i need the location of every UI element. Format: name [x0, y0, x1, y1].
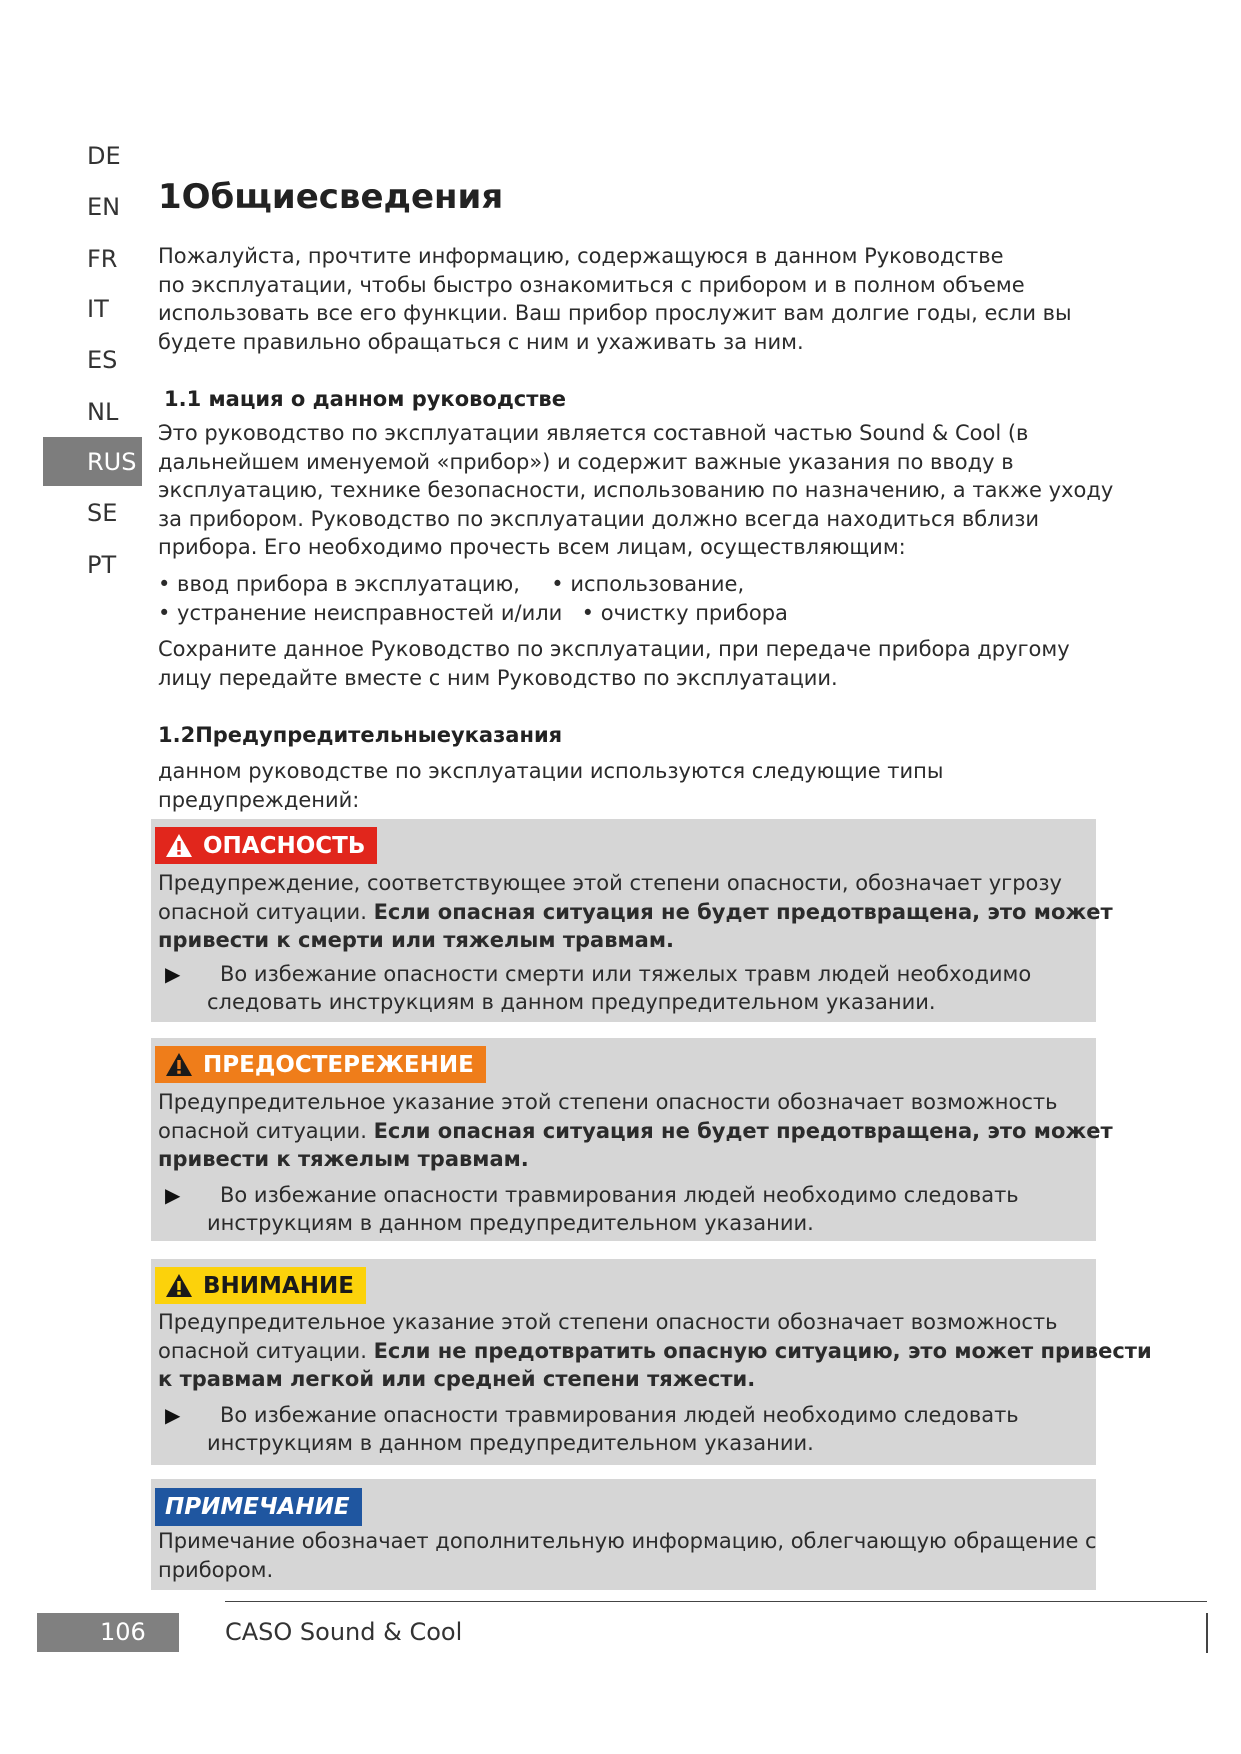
bullet-item: • устранение неисправностей и/или [158, 600, 563, 625]
warning-instruction [165, 1181, 1019, 1237]
paragraph-line: эксплуатацию, технике безопасности, использованию по назначению, а также уходу [158, 478, 1114, 503]
danger-box [151, 819, 1113, 1022]
warning-label-text: ПРЕДОСТЕРЕЖЕНИЕ [203, 1051, 474, 1078]
warning-triangle-icon [165, 833, 193, 858]
intro-line: по эксплуатации, чтобы быстро ознакомиться с прибором и в полном объеме [158, 272, 1025, 297]
section-1-1-heading: 1.1 мация о данном руководстве [164, 387, 566, 411]
caution-instruction [165, 1401, 1019, 1457]
box-line-bold: Если не предотвратить опасную ситуацию, это может привести [373, 1338, 1152, 1363]
play-arrow-icon: ▶ [165, 1403, 181, 1427]
bullet-item: • ввод прибора в эксплуатацию, [158, 572, 520, 596]
paragraph-line: лицу передайте вместе с ним Руководство по эксплуатации. [158, 665, 838, 690]
danger-label [155, 827, 377, 864]
language-nl[interactable]: NL [87, 398, 119, 426]
language-se[interactable]: SE [87, 499, 118, 527]
play-arrow-icon: ▶ [165, 962, 181, 986]
play-arrow-icon: ▶ [165, 1183, 181, 1207]
intro-paragraph [158, 242, 1072, 356]
caution-box [151, 1259, 1152, 1465]
instruction-line: инструкциям в данном предупредительном указании. [207, 1431, 814, 1455]
intro-line: использовать все его функции. Ваш прибор прослужит вам долгие годы, если вы [158, 301, 1072, 326]
bullet-item: • очистку прибора [581, 600, 788, 625]
box-line: прибором. [158, 1557, 274, 1582]
paragraph-line: за прибором. Руководство по эксплуатации должно всегда находиться вблизи [158, 506, 1040, 531]
box-line-bold: к травмам легкой или средней степени тяжести. [158, 1367, 756, 1392]
note-label [155, 1488, 362, 1526]
box-line: Предупредительное указание этой степени опасности обозначает возможность [158, 1310, 1058, 1334]
note-label-text: ПРИМЕЧАНИЕ [165, 1494, 350, 1520]
box-line: Примечание обозначает дополнительную информацию, облегчающую обращение с [158, 1529, 1097, 1553]
language-en[interactable]: EN [87, 193, 121, 221]
footer-divider [225, 1601, 1207, 1602]
warning-triangle-icon [165, 1273, 193, 1298]
section-1-1-paragraph [158, 419, 1113, 562]
danger-label-text: ОПАСНОСТЬ [203, 832, 366, 859]
box-line [158, 898, 1113, 927]
warning-text [158, 1088, 1113, 1174]
language-rus[interactable]: RUS [87, 448, 137, 476]
intro-line: Пожалуйста, прочтите информацию, содержащуюся в данном Руководстве [158, 244, 1004, 268]
bullet-row [158, 599, 788, 628]
bullet-row [158, 570, 788, 599]
bullet-list [158, 570, 788, 627]
warning-box [151, 1038, 1113, 1241]
paragraph-line: прибора. Его необходимо прочесть всем лицам, осуществляющим: [158, 535, 906, 560]
bullet-item: • использование, [551, 572, 745, 596]
box-line-bold: Если опасная ситуация не будет предотвращена, это может [373, 899, 1113, 924]
box-line-normal: опасной ситуации. [158, 1338, 374, 1363]
paragraph-line: данном руководстве по эксплуатации используются следующие типы [158, 759, 944, 783]
instruction-line: Во избежание опасности смерти или тяжелых травм людей необходимо [220, 962, 1032, 986]
note-box [151, 1479, 1096, 1590]
footer-product-name: CASO Sound & Cool [225, 1618, 463, 1646]
language-es[interactable]: ES [87, 346, 118, 374]
section-1-2-heading: 1.2Предупредительныеуказания [158, 723, 563, 747]
box-line: Предупредительное указание этой степени опасности обозначает возможность [158, 1090, 1058, 1114]
language-it[interactable]: IT [87, 295, 109, 323]
paragraph-line: дальнейшем именуемой «прибор») и содержит важные указания по вводу в [158, 449, 1014, 474]
caution-label-text: ВНИМАНИЕ [203, 1272, 354, 1299]
note-text [158, 1527, 1097, 1584]
intro-line: будете правильно обращаться с ним и ухаживать за ним. [158, 329, 804, 354]
page-number: 106 [100, 1618, 146, 1646]
box-line-bold: привести к смерти или тяжелым травмам. [158, 928, 674, 953]
box-line-normal: опасной ситуации. [158, 1118, 374, 1143]
instruction-line: Во избежание опасности травмирования людей необходимо следовать [220, 1403, 1019, 1427]
warning-label [155, 1046, 486, 1083]
instruction-line: следовать инструкциям в данном предупредительном указании. [207, 990, 936, 1014]
page-title: 1Общиесведения [158, 177, 504, 217]
box-line [158, 1117, 1113, 1146]
language-pt[interactable]: PT [87, 551, 117, 579]
section-1-2-paragraph [158, 757, 943, 814]
instruction-line: Во избежание опасности травмирования людей необходимо следовать [220, 1183, 1019, 1207]
box-line-bold: Если опасная ситуация не будет предотвращена, это может [373, 1118, 1113, 1143]
danger-instruction [165, 960, 1031, 1016]
language-fr[interactable]: FR [87, 245, 118, 273]
box-line [158, 1337, 1152, 1366]
section-1-1-closing [158, 635, 1070, 692]
footer-vertical-rule [1206, 1613, 1208, 1653]
paragraph-line: предупреждений: [158, 787, 360, 812]
paragraph-line: Это руководство по эксплуатации является составной частью Sound & Cool (в [158, 421, 1029, 445]
paragraph-line: Сохраните данное Руководство по эксплуатации, при передаче прибора другому [158, 637, 1070, 661]
caution-text [158, 1308, 1152, 1394]
danger-text [158, 869, 1113, 955]
instruction-line: инструкциям в данном предупредительном указании. [207, 1211, 814, 1235]
box-line: Предупреждение, соответствующее этой степени опасности, обозначает угрозу [158, 871, 1062, 895]
box-line-bold: привести к тяжелым травмам. [158, 1147, 529, 1172]
warning-triangle-icon [165, 1052, 193, 1077]
caution-label [155, 1267, 366, 1304]
box-line-normal: опасной ситуации. [158, 899, 374, 924]
language-de[interactable]: DE [87, 142, 121, 170]
